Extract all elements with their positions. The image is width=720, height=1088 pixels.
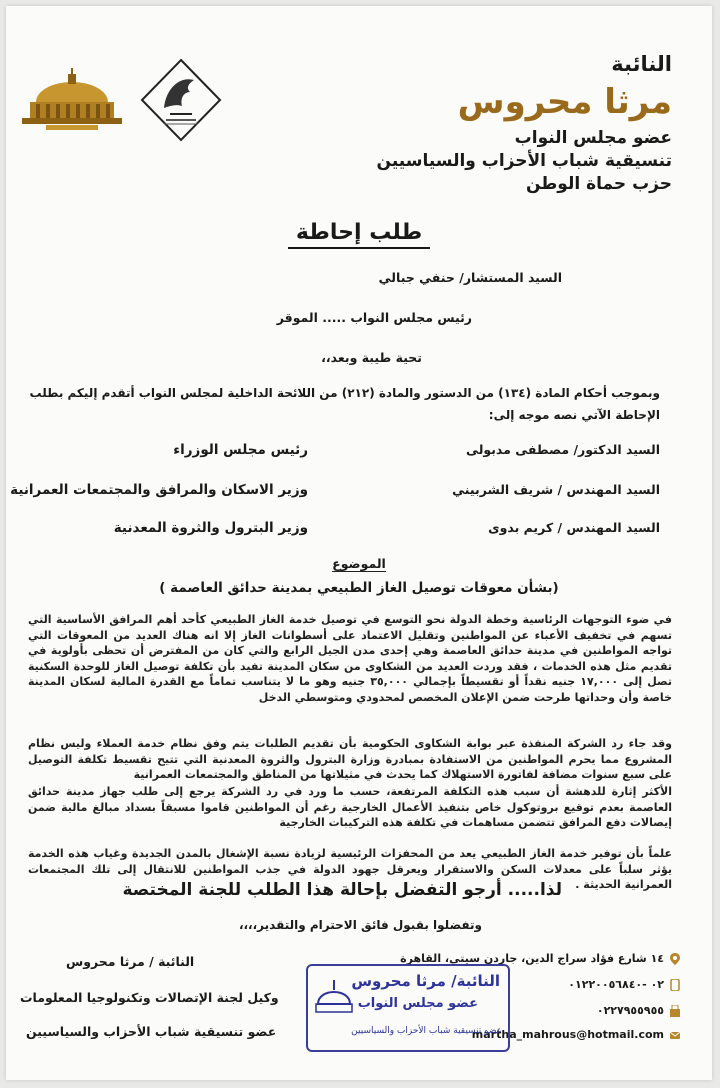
header-title: النائبة bbox=[611, 52, 672, 76]
phone-icon bbox=[670, 979, 680, 991]
contact-fax bbox=[597, 1004, 680, 1017]
signature-line-2: وكيل لجنة الإتصالات وتكنولوجيا المعلومات bbox=[20, 990, 279, 1005]
body-paragraph-1: في ضوء التوجهات الرئاسية وخطة الدولة نحو التوسع في توصيل خدمة الغاز الطبيعي كأحد أهم المرافق الأساسية التي تسهم في تخفيف الأعباء عن المواطنين وتقليل الاعتماد على أسطوانات الغاز إلا انه هناك العديد من المعوقات التي تواجه المواطنين في مدينة حدائق العاصمة وهي إحدى مدن الجيل الرابع والتي كان من المفترض أن تحظى بأولوية في تقديم مثل هذه الخدمات ، فقد وردت العديد من الشكاوى من سكان المدينة تفيد بأن تكلفة توصيل الغاز للوحدة السكنية تصل إلى ١٧,٠٠٠ جنيه نقداً أو تقسيطاً بإجمالي ٣٥,٠٠٠ جنيه وهو ما لا يتناسب تماماً مع القدرة المالية لسكان المدينة خاصة وأن وحداتها طرحت ضمن الإعلان المخصص لمحدودي ومتوسطي الدخل bbox=[28, 613, 672, 704]
parliament-dome-logo bbox=[16, 68, 128, 132]
document-title-text: طلب إحاطة bbox=[288, 220, 430, 249]
body-paragraph-2: وقد جاء رد الشركة المنفذة عبر بوابة الشكاوى الحكومية بأن تقديم الطلبات يتم وفق نظام خدمة العملاء وليس نظام المشروع مما يحرم المواطنين من الاستفادة بمبادرة وزارة البترول والثروة المعدنية التي تتيح تقسيط تكلفة التوصيل على سبع سنوات مضافة لفاتورة الاستهلاك كما يحدث في مثيلاتها من المناطق والمجتمعات العمرانية bbox=[28, 737, 672, 782]
signature-line-3: عضو تنسيقية شباب الأحزاب والسياسيين bbox=[26, 1024, 277, 1039]
greeting: تحية طيبة وبعد،، bbox=[321, 350, 422, 365]
recipient-name: السيد المستشار/ حنفي جبالي bbox=[378, 270, 562, 285]
addressee-1-name: السيد الدكتور/ مصطفى مدبولى bbox=[466, 442, 660, 457]
recipient-role: رئيس مجلس النواب ..... الموقر bbox=[276, 310, 472, 325]
party-eagle-logo bbox=[140, 58, 222, 142]
addressee-3-name: السيد المهندس / كريم بدوى bbox=[488, 520, 660, 535]
stamp-dome-icon bbox=[314, 974, 354, 1018]
addressee-3-role: وزير البترول والثروة المعدنية bbox=[113, 520, 308, 536]
contact-address-text: ١٤ شارع فؤاد سراج الدين، جاردن سيتي، القاهرة bbox=[400, 952, 664, 965]
body-paragraph-3: الأكثر إثارة للدهشة أن سبب هذه التكلفة المرتفعة، حسب ما ورد في رد الشركة يرجع إلى طلب جهاز مدينة حدائق العاصمة بعدم توقيع بروتوكول خاص بتنفيذ الأعمال الخارجية رغم أن المواطنين قاموا مسبقاً بسداد مبالغ مالية ضمن إيصالات دفع المرافق تتضمن مساهمات في تكلفة هذه التركيبات الخارجية bbox=[28, 785, 672, 830]
location-pin-icon bbox=[670, 953, 680, 965]
email-icon bbox=[670, 1029, 680, 1041]
header-line-3: حزب حماة الوطن bbox=[526, 174, 672, 194]
body-paragraph-4: علماً بأن توفير خدمة الغاز الطبيعي يعد من المحفزات الرئيسية لزيادة نسبة الإشغال بالمدن الجديدة وغياب هذه الخدمة يؤثر سلباً على معدلات السكن والاستقرار ويعرقل جهود الدولة في جذب المواطنين للانتقال إلى تلك المجتمعات العمرانية الحديثة . bbox=[28, 847, 672, 892]
subject-label bbox=[6, 556, 712, 571]
fax-icon bbox=[670, 1005, 680, 1017]
header-name: مرثا محروس bbox=[457, 82, 672, 122]
addressee-2-role: وزير الاسكان والمرافق والمجتمعات العمرانية bbox=[10, 482, 308, 498]
addressee-1-role: رئيس مجلس الوزراء bbox=[173, 442, 308, 458]
subject-label-text: الموضوع bbox=[332, 556, 386, 571]
stamp-line-3: عضو تنسيقية شباب الأحزاب والسياسيين bbox=[351, 1026, 502, 1036]
contact-fax-text: ٠٢٢٧٩٥٥٩٥٥ bbox=[596, 1004, 664, 1017]
stamp-line-1: النائبة/ مرثا محروس bbox=[351, 972, 500, 990]
closing-request: لذا..... أرجو التفضل بإحالة هذا الطلب للجنة المختصة bbox=[122, 880, 562, 900]
addressee-2-name: السيد المهندس / شريف الشربيني bbox=[452, 482, 660, 497]
stamp-line-2: عضو مجلس النواب bbox=[357, 996, 478, 1011]
document-page bbox=[6, 6, 712, 1080]
contact-phone-text: ٠٢ -٠١٢٢٠٠٥٦٨٤٠ bbox=[568, 978, 664, 991]
document-title bbox=[6, 220, 712, 245]
signature-line-1: النائبة / مرثا محروس bbox=[66, 954, 195, 969]
contact-phone bbox=[568, 978, 680, 991]
intro-line-2: الإحاطة الآتي نصه موجه إلى: bbox=[488, 408, 660, 422]
official-stamp bbox=[306, 964, 510, 1052]
intro-line-1: وبموجب أحكام المادة (١٣٤) من الدستور والمادة (٢١٢) من اللائحة الداخلية لمجلس النواب أتقدم إليكم بطلب bbox=[29, 386, 660, 400]
header-line-2: تنسيقية شباب الأحزاب والسياسيين bbox=[376, 151, 672, 171]
contact-email-text: martha_mahrous@hotmail.com bbox=[471, 1028, 664, 1041]
header-line-1: عضو مجلس النواب bbox=[514, 128, 672, 148]
subject-text: (بشأن معوقات توصيل الغاز الطبيعي بمدينة حدائق العاصمة ) bbox=[159, 580, 559, 596]
closing-thanks: وتفضلوا بقبول فائق الاحترام والتقدير،،،، bbox=[238, 918, 482, 932]
